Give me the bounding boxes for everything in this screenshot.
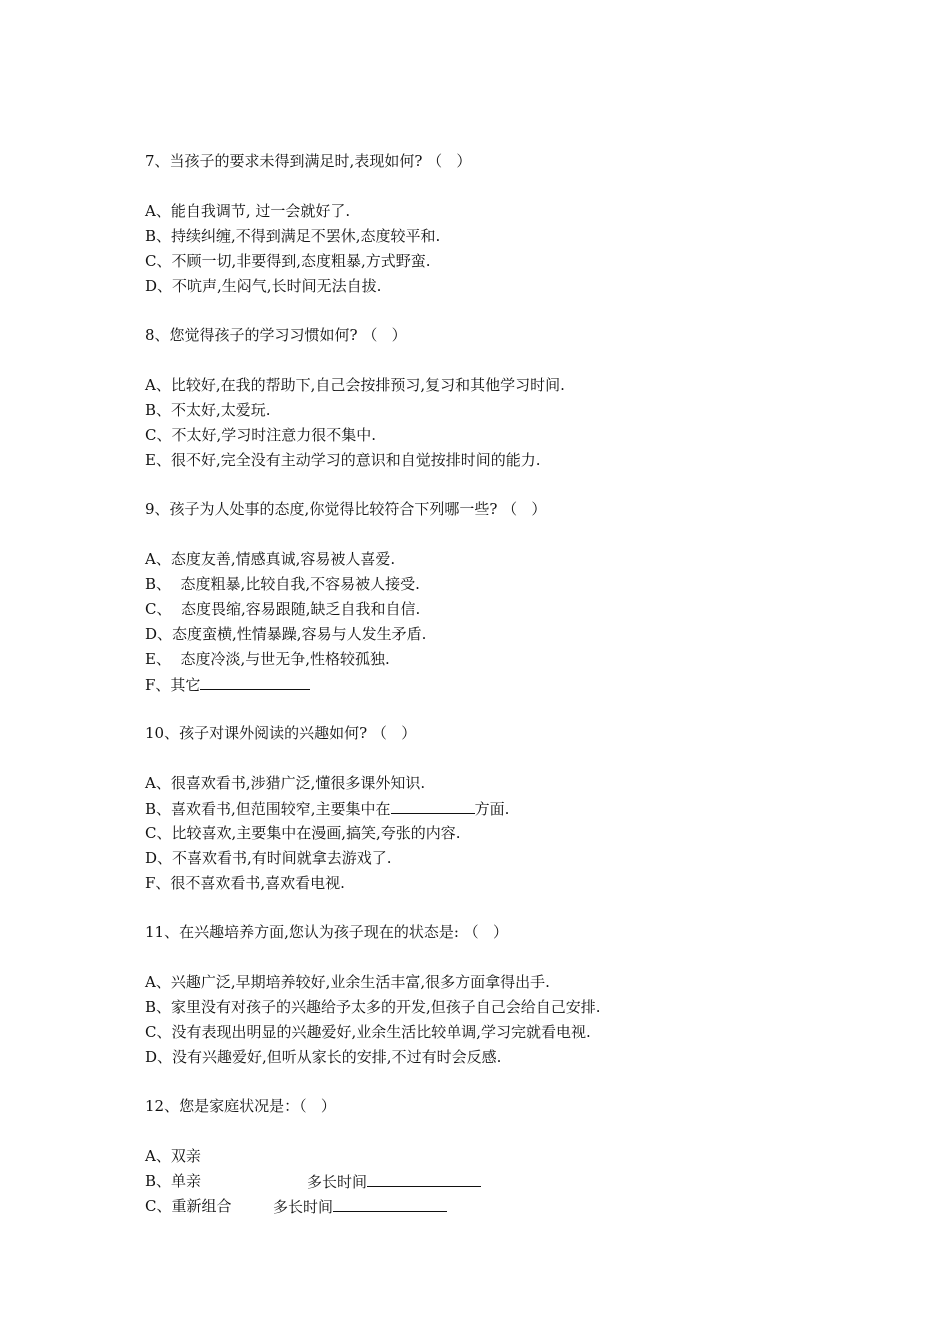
option: A、兴趣广泛,早期培养较好,业余生活丰富,很多方面拿得出手. [145, 973, 550, 991]
option-suffix: 方面. [474, 800, 510, 818]
option: E、很不好,完全没有主动学习的意识和自觉按排时间的能力. [145, 451, 541, 469]
option-prefix: B、喜欢看书,但范围较窄,主要集中在 [145, 800, 391, 818]
option: E、 态度冷淡,与世无争,性格较孤独. [145, 650, 390, 668]
option: D、没有兴趣爱好,但听从家长的安排,不过有时会反感. [145, 1048, 502, 1066]
question-12: 12、您是家庭状况是：（ ） [145, 1097, 336, 1115]
blank-line [200, 674, 310, 690]
option: C、不太好,学习时注意力很不集中. [145, 426, 377, 444]
option-other [145, 674, 310, 695]
option: B、 态度粗暴,比较自我,不容易被人接受. [145, 575, 420, 593]
option: A、能自我调节, 过一会就好了. [145, 202, 351, 220]
question-11: 11、在兴趣培养方面,您认为孩子现在的状态是: （ ） [145, 923, 508, 941]
option: A、态度友善,情感真诚,容易被人喜爱. [145, 550, 396, 568]
option-with-blank [145, 798, 509, 819]
question-9: 9、孩子为人处事的态度,你觉得比较符合下列哪一些? （ ） [145, 500, 547, 518]
blank-line [391, 798, 475, 814]
option: A、很喜欢看书,涉猎广泛,懂很多课外知识. [145, 774, 426, 792]
option: B、不太好,太爱玩. [145, 401, 271, 419]
option: B、持续纠缠,不得到满足不罢休,态度较平和. [145, 227, 441, 245]
option: D、态度蛮横,性情暴躁,容易与人发生矛盾. [145, 625, 427, 643]
option: A、双亲 [145, 1147, 201, 1165]
duration-label: 多长时间 [307, 1173, 368, 1191]
option: D、不吭声,生闷气,长时间无法自拔. [145, 277, 382, 295]
duration-field [273, 1196, 447, 1217]
duration-field [307, 1171, 481, 1192]
option: C、比较喜欢,主要集中在漫画,搞笑,夸张的内容. [145, 824, 461, 842]
option: C、没有表现出明显的兴趣爱好,业余生活比较单调,学习完就看电视. [145, 1023, 591, 1041]
option: F、很不喜欢看书,喜欢看电视. [145, 874, 345, 892]
option: B、家里没有对孩子的兴趣给予太多的开发,但孩子自己会给自己安排. [145, 998, 601, 1016]
blank-line [367, 1171, 481, 1187]
option: A、比较好,在我的帮助下,自己会按排预习,复习和其他学习时间. [145, 376, 565, 394]
question-10: 10、孩子对课外阅读的兴趣如何? （ ） [145, 724, 417, 742]
question-7: 7、当孩子的要求未得到满足时,表现如何? （ ） [145, 152, 472, 170]
option: B、单亲 [145, 1172, 202, 1190]
option: C、不顾一切,非要得到,态度粗暴,方式野蛮. [145, 252, 431, 270]
option: D、不喜欢看书,有时间就拿去游戏了. [145, 849, 392, 867]
duration-label: 多长时间 [273, 1198, 334, 1216]
question-8: 8、您觉得孩子的学习习惯如何? （ ） [145, 326, 407, 344]
option-other-label: F、其它 [145, 676, 201, 694]
option: C、 态度畏缩,容易跟随,缺乏自我和自信. [145, 600, 421, 618]
blank-line [333, 1196, 447, 1212]
option: C、重新组合 [145, 1197, 232, 1215]
